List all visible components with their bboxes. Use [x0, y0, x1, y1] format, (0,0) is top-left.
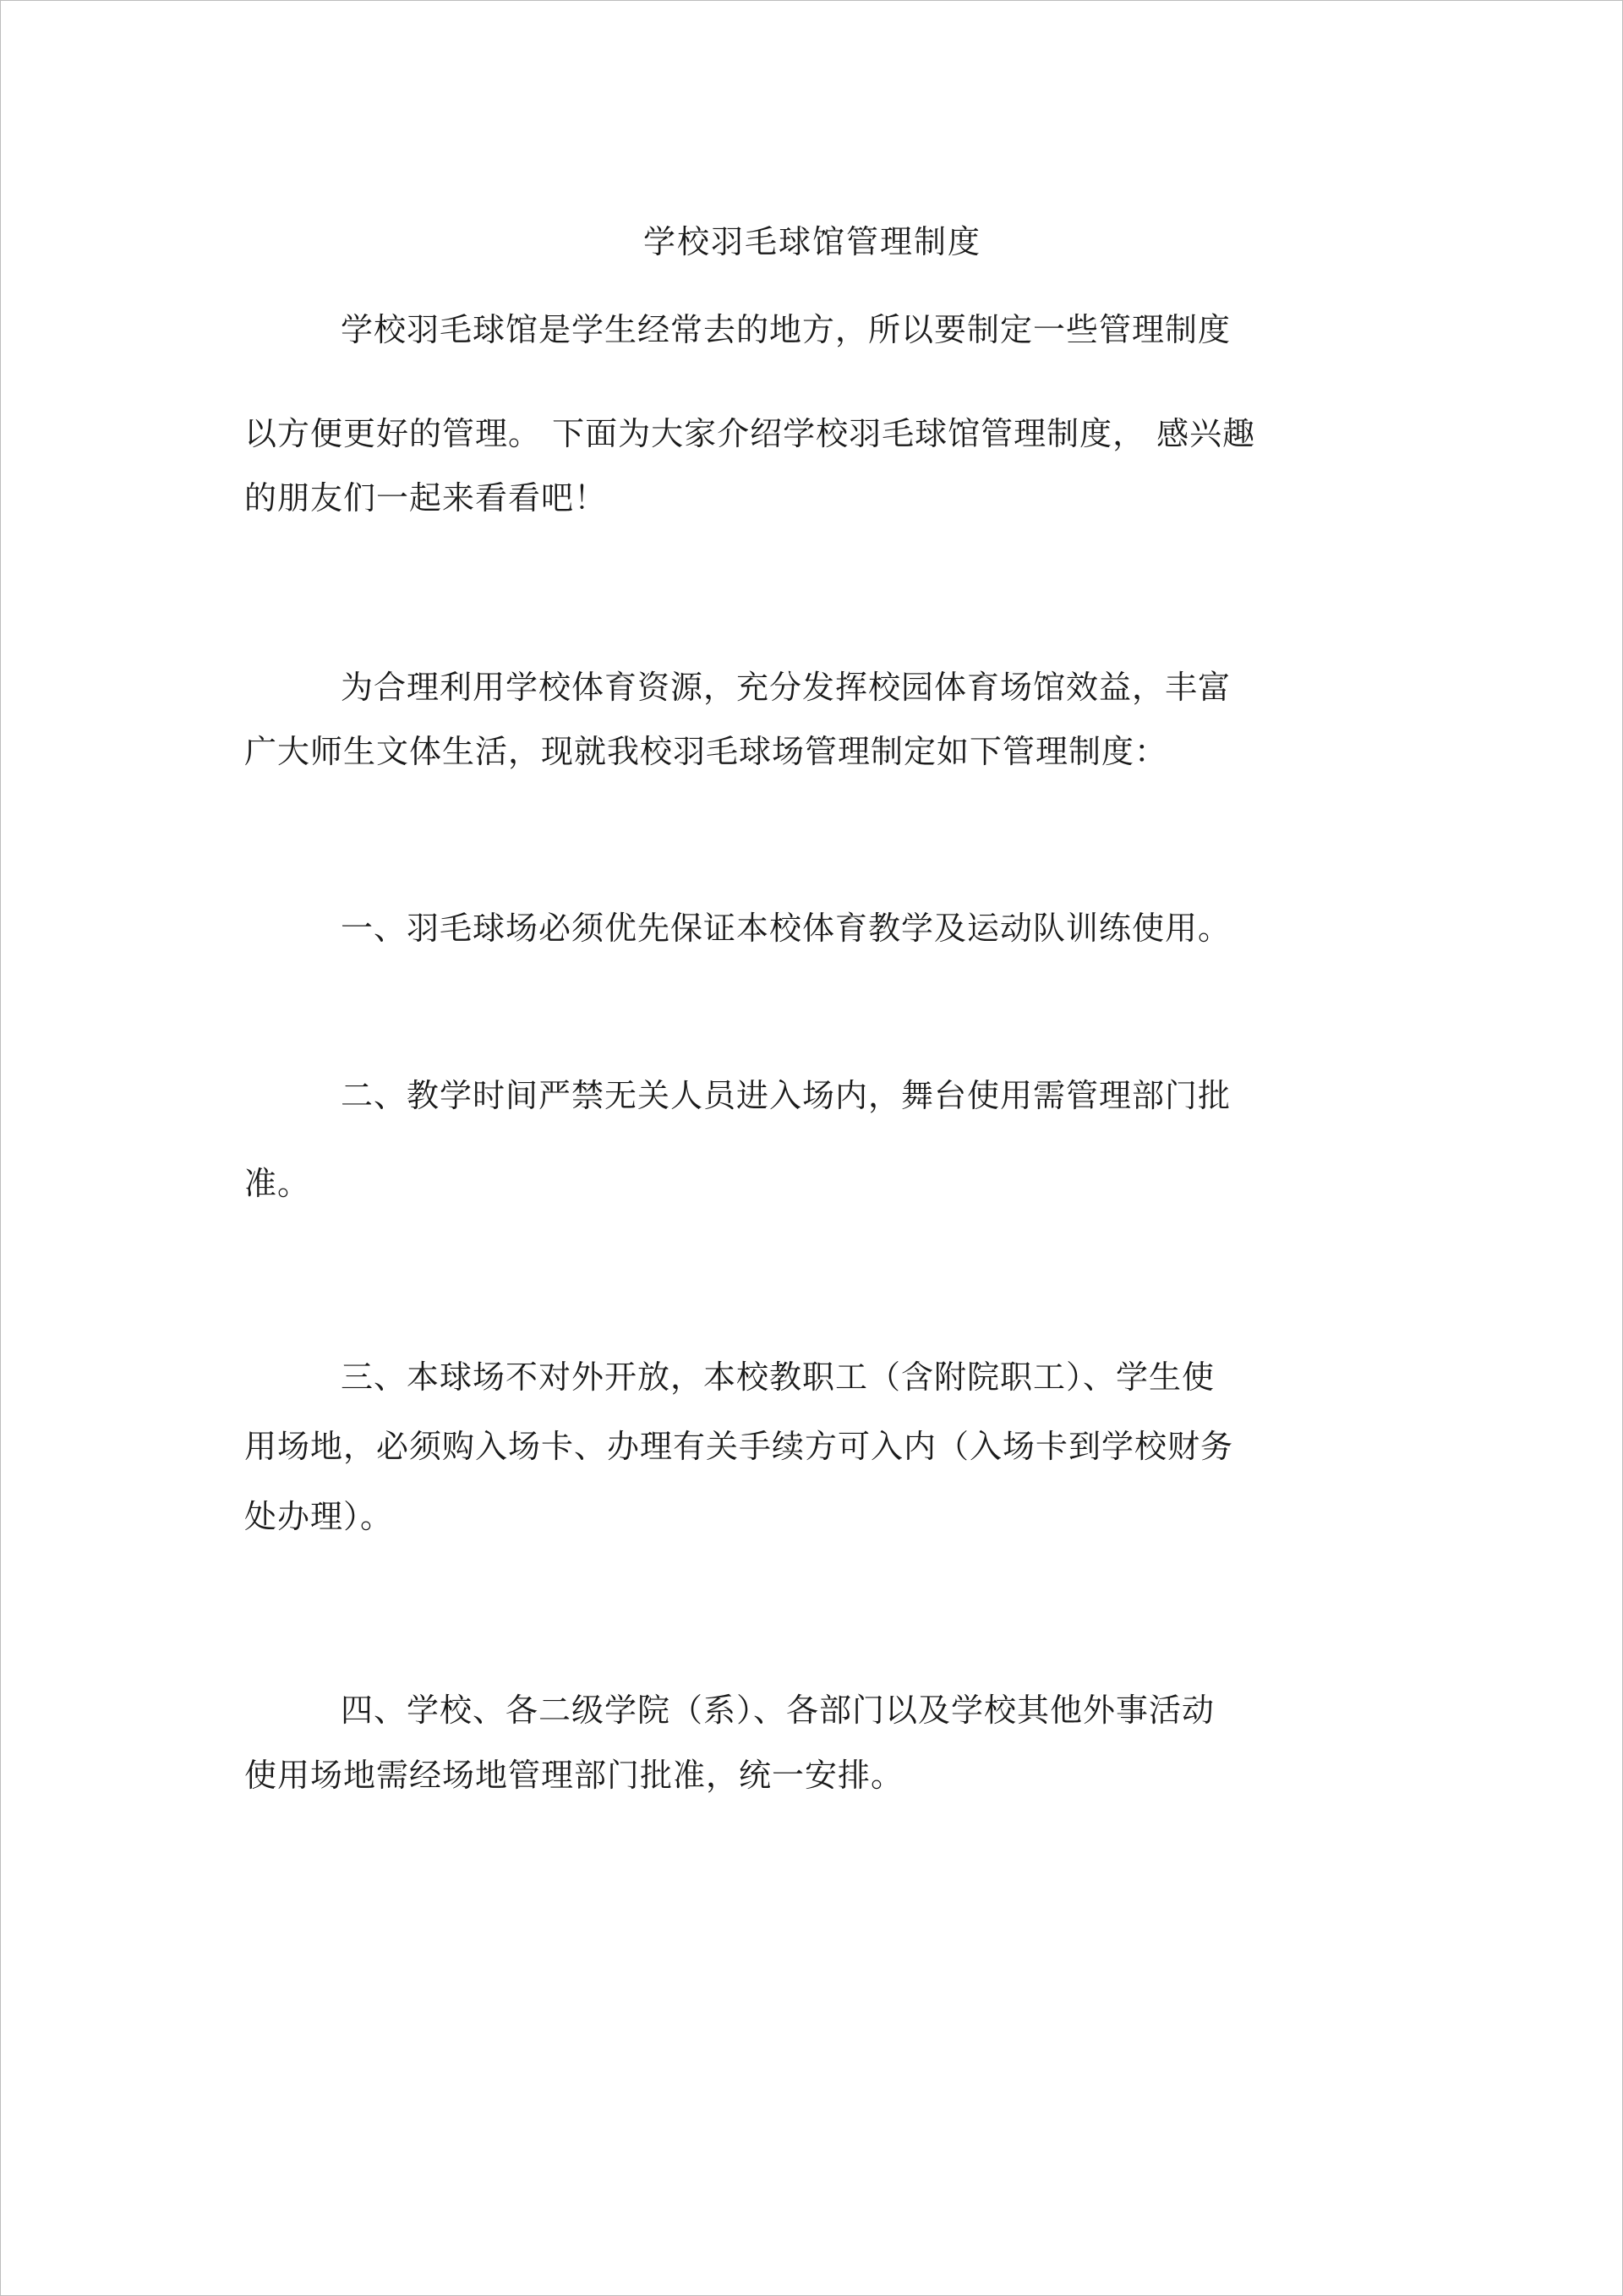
- intro-line-2: 以方便更好的管理。 下面为大家介绍学校羽毛球馆管理制度， 感兴趣: [244, 415, 1256, 452]
- rule-3-line-3: 处办理）。: [244, 1498, 394, 1535]
- purpose-line-2: 广大师生文体生活，现就我校羽毛球场管理制定如下管理制度：: [244, 733, 1168, 770]
- rule-4-line-2: 使用场地需经场地管理部门批准，统一安排。: [244, 1757, 904, 1794]
- rule-2-line-2: 准。: [244, 1165, 311, 1202]
- document-title: 学校羽毛球馆管理制度: [642, 223, 981, 260]
- rule-4-line-1: 四、学校、各二级学院（系）、各部门以及学校其他外事活动: [341, 1692, 1216, 1729]
- rule-3-line-2: 用场地，必须购入场卡、办理有关手续方可入内（入场卡到学校财务: [244, 1428, 1234, 1465]
- purpose-line-1: 为合理利用学校体育资源，充分发挥校园体育场馆效益，丰富: [341, 669, 1232, 706]
- rule-1-line-1: 一、羽毛球场必须优先保证本校体育教学及运动队训练使用。: [341, 910, 1232, 947]
- rule-3-line-1: 三、本球场不对外开放，本校教职工（含附院职工）、学生使: [341, 1358, 1216, 1396]
- rule-2-line-1: 二、教学时间严禁无关人员进入场内，舞台使用需管理部门批: [341, 1077, 1232, 1114]
- intro-line-1: 学校羽毛球馆是学生经常去的地方，所以要制定一些管理制度: [341, 311, 1232, 348]
- intro-line-3: 的朋友们一起来看看吧！: [244, 479, 608, 517]
